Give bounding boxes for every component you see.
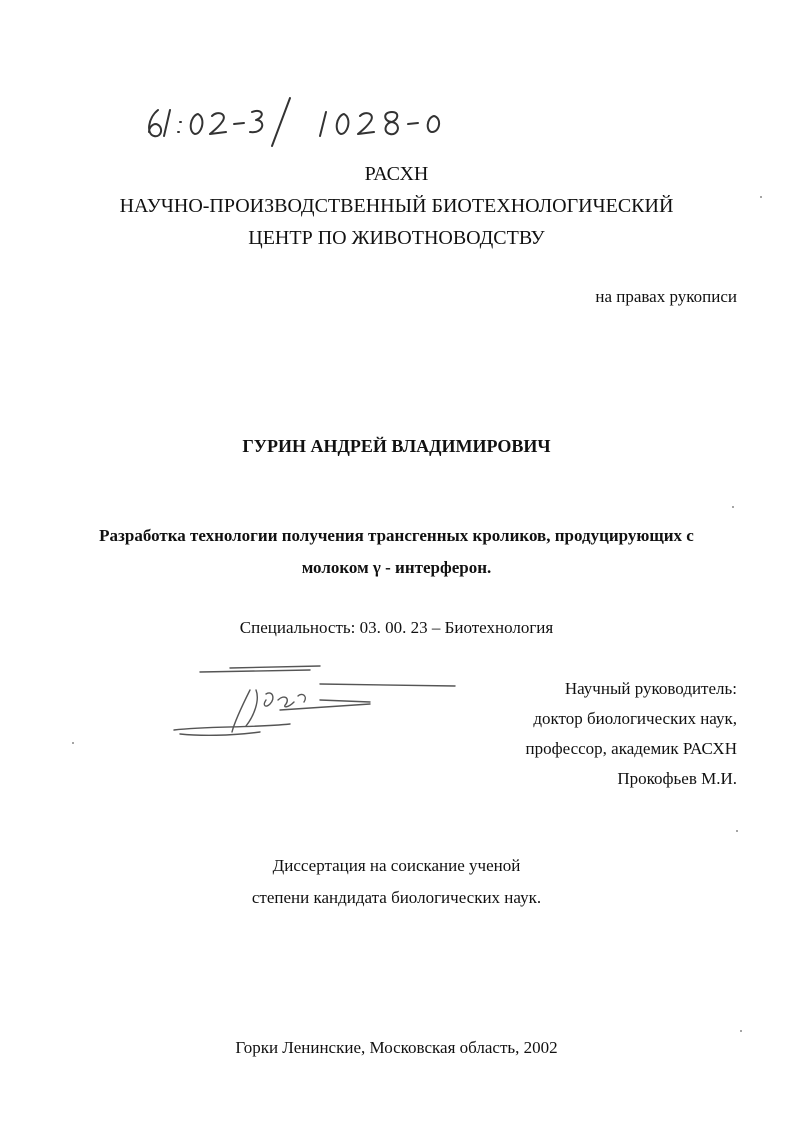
manuscript-rights-note: на правах рукописи bbox=[595, 287, 737, 306]
org-name-line2: ЦЕНТР ПО ЖИВОТНОВОДСТВУ bbox=[248, 227, 545, 249]
dissertation-line1: Диссертация на соискание ученой bbox=[272, 856, 521, 875]
advisor-label: Научный руководитель: bbox=[564, 679, 737, 698]
scan-speck bbox=[760, 196, 762, 198]
advisor-position: профессор, академик РАСХН bbox=[525, 739, 737, 758]
scan-speck bbox=[72, 742, 74, 744]
advisor-name: Прокофьев М.И. bbox=[617, 769, 737, 788]
place-and-year: Горки Ленинские, Московская область, 2002 bbox=[235, 1038, 558, 1057]
author-name: ГУРИН АНДРЕЙ ВЛАДИМИРОВИЧ bbox=[242, 436, 551, 456]
scan-speck bbox=[740, 1030, 742, 1032]
signature bbox=[170, 660, 470, 750]
org-name-line1: НАУЧНО-ПРОИЗВОДСТВЕННЫЙ БИОТЕХНОЛОГИЧЕСКИЙ bbox=[119, 195, 674, 217]
advisor-degree: доктор биологических наук, bbox=[533, 709, 737, 728]
scan-speck bbox=[732, 506, 734, 508]
org-abbrev: РАСХН bbox=[364, 163, 429, 185]
dissertation-title-line2: молоком γ - интерферон. bbox=[301, 558, 492, 577]
scan-speck bbox=[736, 830, 738, 832]
handwritten-archive-mark bbox=[140, 88, 580, 148]
dissertation-title-line1: Разработка технологии получения трансгенных кроликов, продуцирующих с bbox=[99, 526, 694, 545]
specialty: Специальность: 03. 00. 23 – Биотехнология bbox=[239, 618, 554, 637]
dissertation-line2: степени кандидата биологических наук. bbox=[251, 888, 542, 907]
